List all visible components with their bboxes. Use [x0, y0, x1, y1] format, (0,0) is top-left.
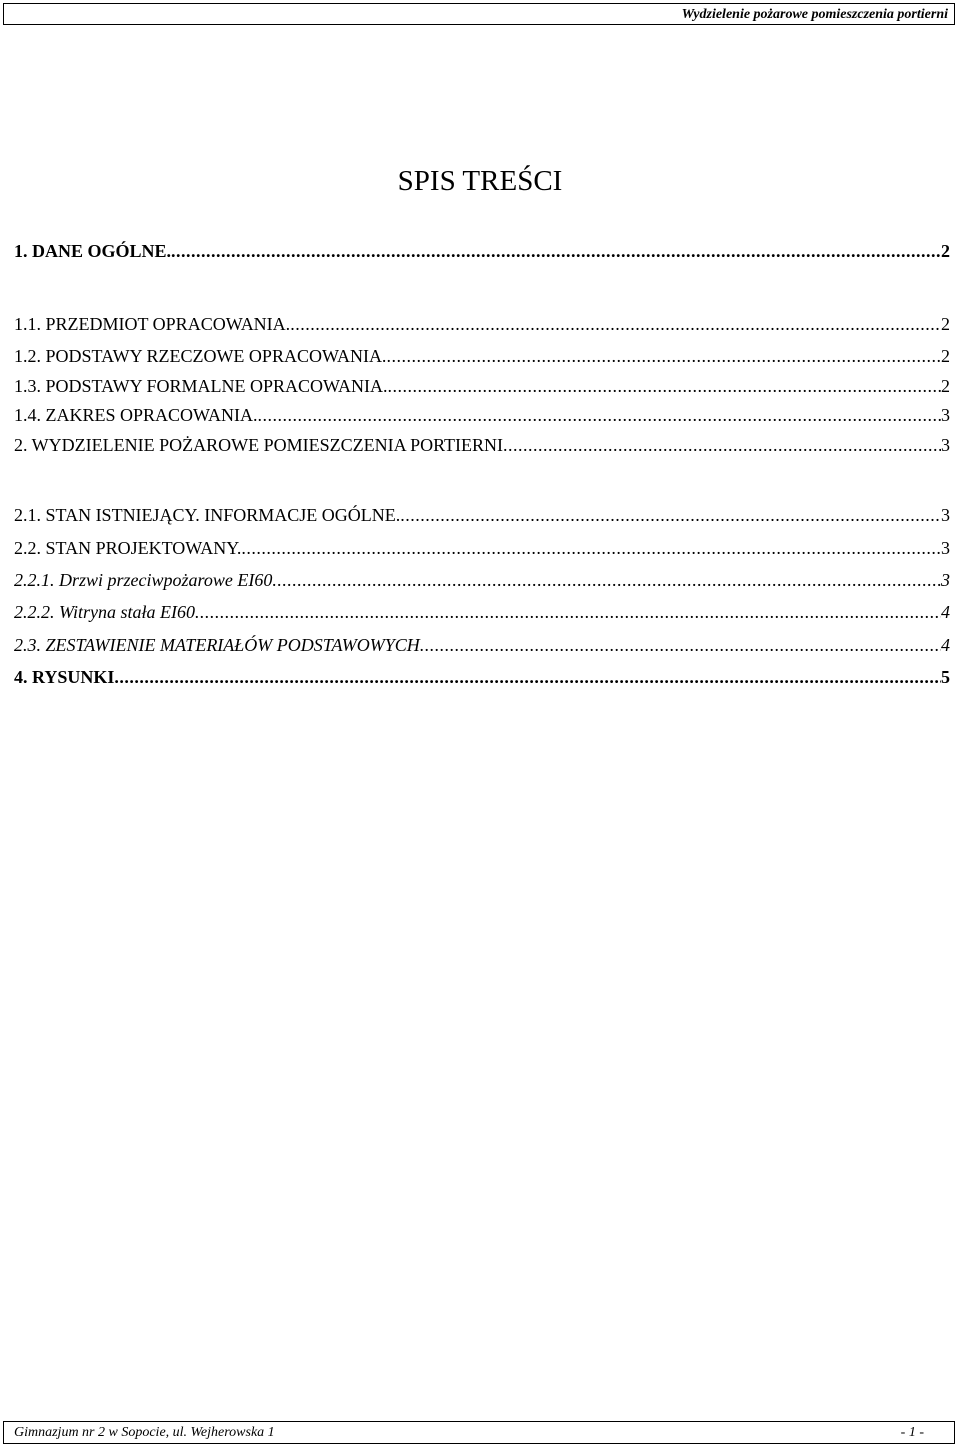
toc-dot-leader — [171, 240, 941, 262]
toc-entry-2-2-2[interactable] — [14, 601, 950, 623]
toc-dot-leader — [258, 404, 941, 426]
footer-address: Gimnazjum nr 2 w Sopocie, ul. Wejherowska 1 — [14, 1425, 275, 1440]
toc-entry-page: 4 — [941, 602, 950, 622]
toc-entry-text: 1. DANE OGÓLNE. — [14, 241, 172, 261]
toc-entry-1-3[interactable] — [14, 375, 950, 397]
toc-entry-2[interactable] — [14, 434, 950, 456]
toc-entry-text: 1.4. ZAKRES OPRACOWANIA. — [14, 405, 258, 425]
toc-entry-page: 4 — [941, 635, 950, 655]
toc-entry-1-4[interactable] — [14, 404, 950, 426]
toc-dot-leader — [114, 666, 941, 688]
toc-entry-page: 3 — [941, 435, 950, 455]
toc-entry-page: 2 — [941, 346, 950, 366]
toc-dot-leader — [387, 375, 941, 397]
toc-entry-text: 1.3. PODSTAWY FORMALNE OPRACOWANIA. — [14, 376, 388, 396]
toc-entry-text: 2. WYDZIELENIE POŻAROWE POMIESZCZENIA PORTIERNI — [14, 435, 504, 455]
toc-entry-text: 2.2.2. Witryna stała EI60 — [14, 602, 195, 622]
header-title: Wydzielenie pożarowe pomieszczenia portierni — [681, 7, 948, 22]
toc-entry-text: 4. RYSUNKI — [14, 667, 115, 687]
toc-entry-1[interactable] — [14, 240, 950, 262]
toc-entry-1-2[interactable] — [14, 345, 950, 367]
toc-dot-leader — [503, 434, 941, 456]
toc-dot-leader — [386, 345, 941, 367]
toc-entry-page: 3 — [941, 538, 950, 558]
toc-dot-leader — [420, 634, 941, 656]
toc-dot-leader — [195, 601, 941, 623]
toc-entry-page: 3 — [941, 570, 950, 590]
toc-entry-page: 3 — [941, 405, 950, 425]
toc-entry-4[interactable] — [14, 666, 950, 688]
toc-entry-page: 2 — [941, 241, 950, 261]
toc-entry-1-1[interactable] — [14, 313, 950, 335]
toc-entry-page: 5 — [941, 667, 950, 687]
toc-entry-text: 2.2. STAN PROJEKTOWANY. — [14, 538, 242, 558]
toc-entry-text: 1.2. PODSTAWY RZECZOWE OPRACOWANIA. — [14, 346, 387, 366]
toc-entry-2-1[interactable] — [14, 504, 950, 526]
toc-title: SPIS TREŚCI — [397, 165, 563, 197]
toc-entry-page: 2 — [941, 314, 950, 334]
page-footer — [3, 1421, 955, 1444]
footer-page-number: - 1 - — [900, 1425, 924, 1440]
toc-entry-2-2[interactable] — [14, 537, 950, 559]
toc-entry-page: 3 — [941, 505, 950, 525]
toc-entry-text: 1.1. PRZEDMIOT OPRACOWANIA. — [14, 314, 291, 334]
page-header — [3, 3, 955, 25]
toc-entry-2-3[interactable] — [14, 634, 950, 656]
toc-entry-text: 2.1. STAN ISTNIEJĄCY. INFORMACJE OGÓLNE. — [14, 505, 401, 525]
toc-entry-page: 2 — [941, 376, 950, 396]
toc-entry-text: 2.3. ZESTAWIENIE MATERIAŁÓW PODSTAWOWYCH — [14, 635, 420, 655]
toc-entry-text: 2.2.1. Drzwi przeciwpożarowe EI60 — [14, 570, 273, 590]
toc-dot-leader — [400, 504, 941, 526]
toc-dot-leader — [241, 537, 941, 559]
toc-dot-leader — [290, 313, 941, 335]
toc-dot-leader — [272, 569, 941, 591]
toc-entry-2-2-1[interactable] — [14, 569, 950, 591]
